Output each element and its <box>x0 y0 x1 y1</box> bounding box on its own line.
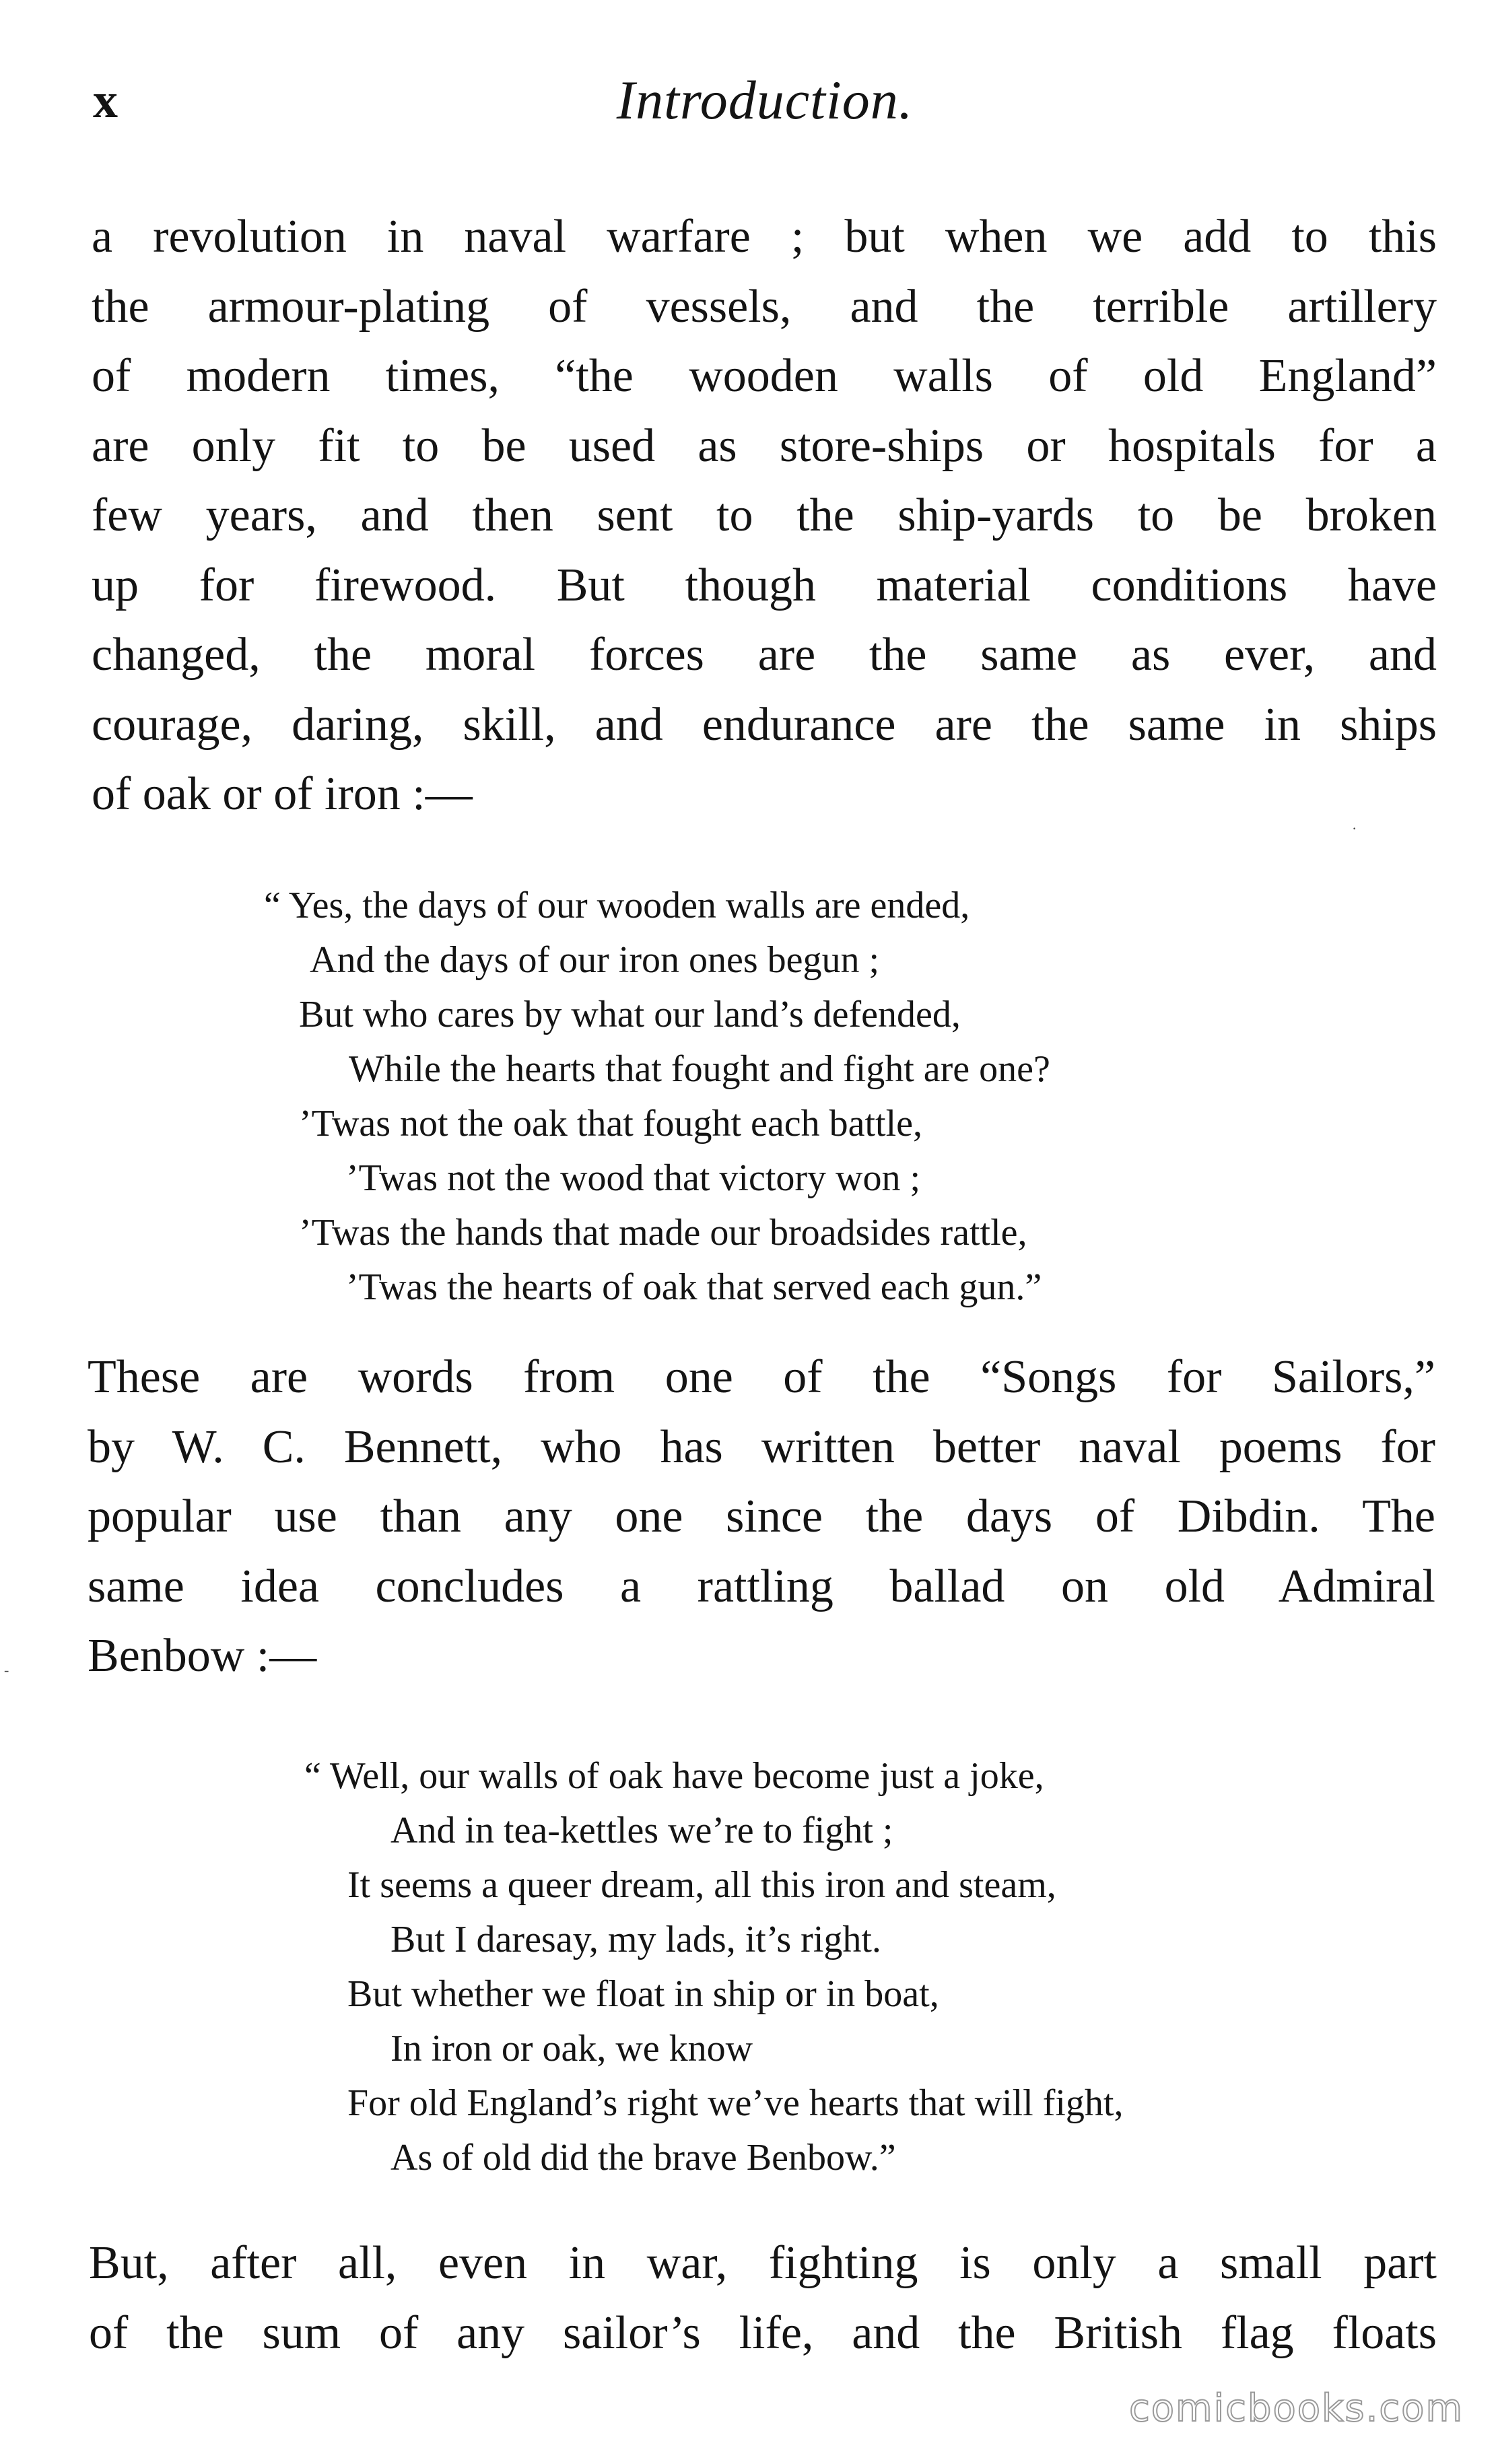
paragraph-line: These are words from one of the “Songs for Sailors,” <box>88 1351 1435 1403</box>
verse-line: “ Well, our walls of oak have become just a joke, <box>304 1755 1044 1797</box>
paragraph-line: a revolution in naval warfare ; but when we add to this <box>92 211 1437 263</box>
paragraph-line: of the sum of any sailor’s life, and the British flag floats <box>89 2306 1437 2359</box>
running-title: Introduction. <box>616 69 914 131</box>
print-speck: · <box>1352 820 1357 837</box>
verse-1 <box>264 879 1050 1315</box>
paragraph-line: of oak or of iron :— <box>92 768 473 820</box>
verse-line: But whether we float in ship or in boat, <box>347 1973 939 2015</box>
verse-line: And in tea-kettles we’re to fight ; <box>390 1810 893 1851</box>
verse-line: ’Twas not the wood that victory won ; <box>346 1157 921 1199</box>
verse-line: As of old did the brave Benbow.” <box>390 2137 896 2179</box>
verse-line: And the days of our iron ones begun ; <box>310 939 880 981</box>
paragraph-2 <box>88 1342 1435 1691</box>
verse-line: While the hearts that fought and fight are one? <box>349 1048 1050 1090</box>
paragraph-line: by W. C. Bennett, who has written better naval poems for <box>88 1421 1435 1473</box>
paragraph-1 <box>92 202 1437 829</box>
paragraph-line: of modern times, “the wooden walls of old England” <box>92 350 1437 402</box>
print-speck: - <box>4 1662 9 1678</box>
paragraph-line: few years, and then sent to the ship-yards to be broken <box>92 489 1437 541</box>
paragraph-line: same idea concludes a rattling ballad on old Admiral <box>88 1560 1435 1612</box>
watermark: comicbooks.com <box>1128 2387 1464 2430</box>
verse-2 <box>304 1749 1123 2185</box>
verse-line: For old England’s right we’ve hearts that will fight, <box>347 2082 1124 2124</box>
paragraph-line: are only fit to be used as store-ships or hospitals for a <box>92 419 1437 472</box>
verse-line: In iron or oak, we know <box>390 2028 753 2069</box>
paragraph-3 <box>89 2228 1437 2368</box>
verse-line: But I daresay, my lads, it’s right. <box>390 1919 881 1960</box>
running-head <box>93 69 1437 147</box>
paragraph-line: popular use than any one since the days of Dibdin. The <box>88 1491 1435 1542</box>
verse-line: But who cares by what our land’s defended, <box>299 994 961 1035</box>
paragraph-line: But, after all, even in war, fighting is only a small part <box>89 2237 1437 2289</box>
verse-line: ’Twas not the oak that fought each battle, <box>299 1103 922 1144</box>
paragraph-line: the armour-plating of vessels, and the terrible artillery <box>92 280 1437 333</box>
verse-line: “ Yes, the days of our wooden walls are ended, <box>264 885 970 926</box>
paragraph-line: up for firewood. But though material conditions have <box>92 559 1437 611</box>
paragraph-line: Benbow :— <box>88 1630 317 1682</box>
verse-line: It seems a queer dream, all this iron and steam, <box>347 1864 1056 1906</box>
verse-line: ’Twas the hands that made our broadsides rattle, <box>299 1212 1027 1254</box>
paragraph-line: changed, the moral forces are the same as ever, and <box>92 629 1437 681</box>
page-number: x <box>93 73 119 129</box>
paragraph-line: courage, daring, skill, and endurance are the same in ships <box>92 698 1437 751</box>
verse-line: ’Twas the hearts of oak that served each gun.” <box>346 1266 1042 1308</box>
